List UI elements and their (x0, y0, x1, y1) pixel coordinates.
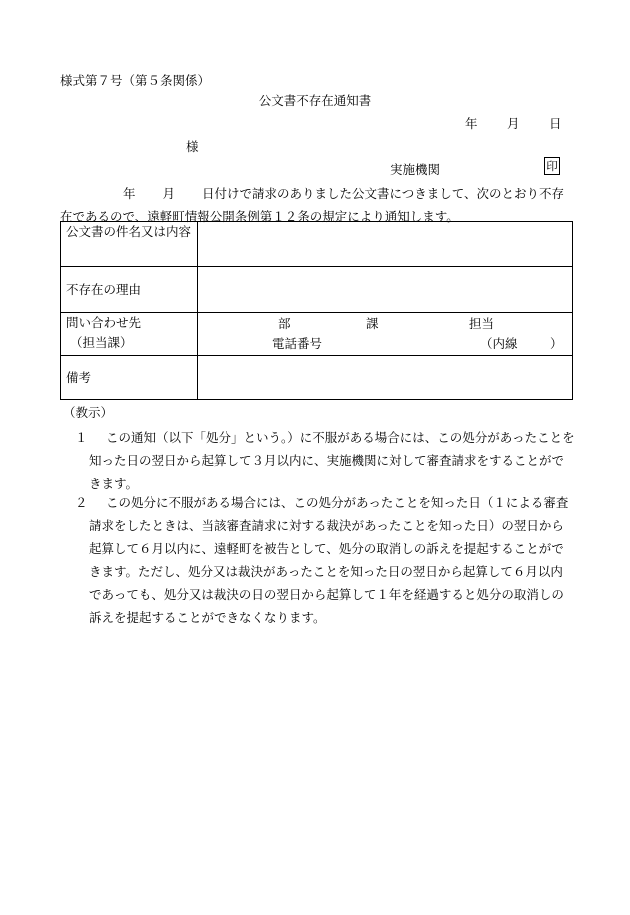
contact-label (61, 313, 198, 356)
date-line (465, 114, 562, 132)
instruction-number: ２ (75, 495, 88, 510)
document-title: 公文書不存在通知書 (258, 93, 372, 108)
remarks-label: 備考 (61, 356, 198, 400)
reason-value (198, 267, 573, 313)
addressee-suffix: 様 (186, 139, 199, 154)
contact-label-line1: 問い合わせ先 (66, 315, 142, 330)
table-row (61, 222, 573, 267)
instruction-text: この処分に不服がある場合には、この処分があったことを知った日（１による審査請求をしたときは、当該審査請求に対する裁決があったことを知った日）の翌日から起算して６月以内に、遠軽町を被告として、処分の取消しの訴えを提起することができます。ただし、処分又は裁決があったことを知った日の翌日から起算して６月以内であっても、処分又は裁決の日の翌日から起算して１年を経過すると処分の取消しの訴えを提起することができなくなります。 (89, 495, 569, 625)
form-number: 様式第７号（第５条関係） (60, 73, 211, 88)
instruction-item (75, 426, 575, 495)
contact-phone: 電話番号 (272, 336, 323, 351)
table-row (61, 356, 573, 400)
instruction-item (75, 491, 575, 629)
instruction-number: １ (75, 430, 88, 445)
instruction-text: この通知（以下「処分」という。）に不服がある場合には、この処分があったことを知った日の翌日から起算して３月以内に、実施機関に対して審査請求をすることができます。 (89, 430, 575, 491)
date-year: 年 (465, 116, 478, 131)
contact-value (198, 313, 573, 356)
contact-section: 課 (366, 316, 379, 331)
agency-label: 実施機関 (390, 162, 441, 177)
contact-label-line2: （担当課） (70, 335, 133, 350)
reason-label: 不存在の理由 (61, 267, 198, 313)
contact-dept: 部 (278, 316, 291, 331)
seal-box: 印 (544, 157, 560, 175)
table-row (61, 267, 573, 313)
date-month: 月 (507, 116, 520, 131)
body-text: 日付けで請求のありました公文書につきまして、次のとおり不存在であるので、遠軽町情報公開条例第１２条の規定により通知します。 (60, 186, 565, 224)
doc-name-label: 公文書の件名又は内容 (61, 222, 198, 267)
doc-name-value (198, 222, 573, 267)
body-year: 年 (123, 186, 136, 201)
remarks-value (198, 356, 573, 400)
contact-ext-open: （内線 (480, 336, 518, 351)
contact-person: 担当 (469, 316, 495, 331)
table-row (61, 313, 573, 356)
body-month: 月 (162, 186, 176, 201)
info-table (60, 221, 573, 400)
contact-ext-close: ） (550, 336, 563, 351)
date-day: 日 (549, 116, 562, 131)
instructions-heading: （教示） (63, 405, 114, 420)
